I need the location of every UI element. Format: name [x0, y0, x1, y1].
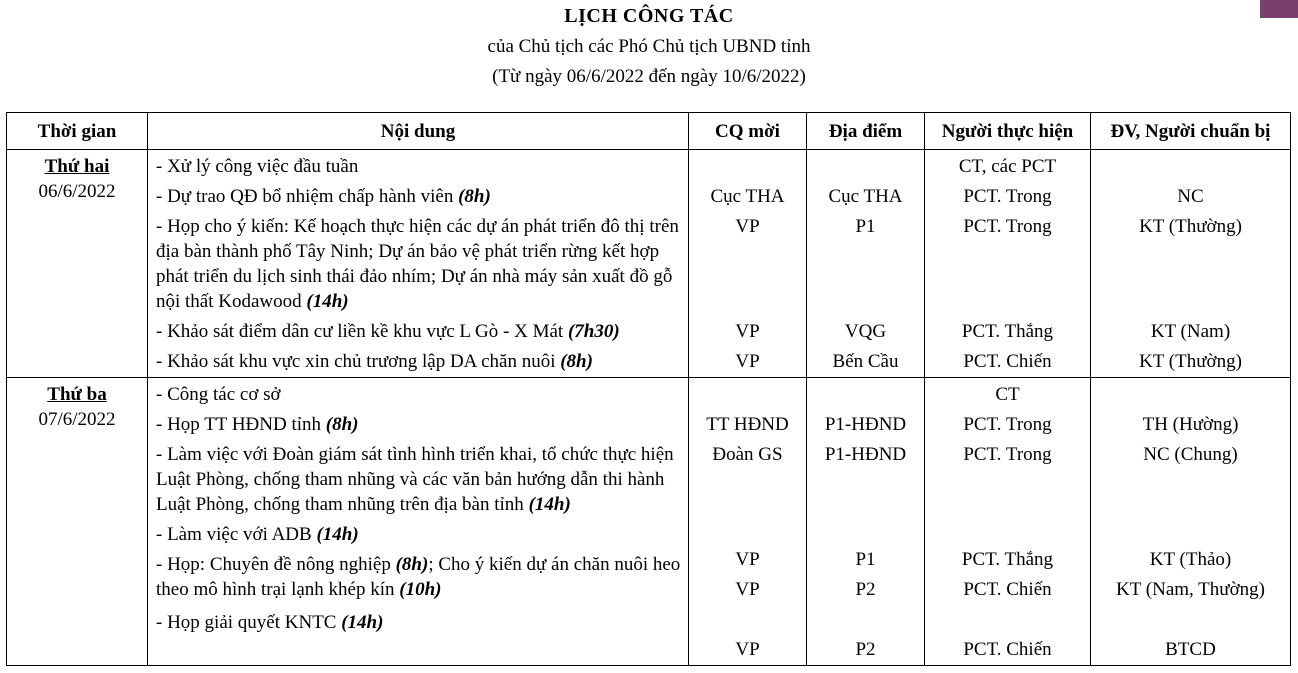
table-row: [7, 378, 1291, 666]
schedule-item: - Xử lý công việc đầu tuần: [156, 156, 359, 177]
schedule-item: - Họp: Chuyên đề nông nghiệp (8h); Cho ý kiến dự án chăn nuôi heo theo mô hình trại lạnh khép kín (10h): [156, 554, 681, 600]
performer-cell: CT PCT. Trong PCT. Trong PCT. Thắng PCT. Chiến PCT. Chiến: [925, 378, 1091, 666]
col-header-inviter: CQ mời: [689, 113, 807, 150]
day-date: 06/6/2022: [38, 181, 116, 202]
preparer-cell: NC KT (Thường) KT (Nam) KT (Thường): [1091, 150, 1291, 378]
inviter-cell: Cục THA VP VP VP: [689, 150, 807, 378]
date-range: (Từ ngày 06/6/2022 đến ngày 10/6/2022): [492, 66, 806, 87]
inviter-cell: TT HĐND Đoàn GS VP VP VP: [689, 378, 807, 666]
schedule-item: - Họp cho ý kiến: Kế hoạch thực hiện các dự án phát triển đô thị trên địa bàn thành phố Tây Ninh; Dự án bảo vệ phát triển rừng kết hợp phát triển du lịch sinh thái đảo nhím; Dự án nhà máy sản xuất đồ gỗ nội thất Kodawood (14h): [156, 216, 679, 312]
day-cell: [7, 150, 148, 378]
table-row: [7, 150, 1291, 378]
schedule-item: - Dự trao QĐ bổ nhiệm chấp hành viên (8h): [156, 186, 491, 207]
day-cell: [7, 378, 148, 666]
schedule-item: - Làm việc với Đoàn giám sát tình hình triển khai, tổ chức thực hiện Luật Phòng, chống tham nhũng và các văn bản hướng dẫn thi hành Luật Phòng, chống tham nhũng trên địa bàn tỉnh (14h): [156, 444, 674, 515]
col-header-performer: Người thực hiện: [925, 113, 1091, 150]
day-date: 07/6/2022: [38, 409, 116, 430]
schedule-item: - Làm việc với ADB (14h): [156, 524, 359, 545]
schedule-item: - Khảo sát điểm dân cư liền kề khu vực L Gò - X Mát (7h30): [156, 321, 620, 342]
location-cell: P1-HĐND P1-HĐND P1 P2 P2: [807, 378, 925, 666]
table-header-row: [7, 113, 1291, 150]
content-cell: [148, 150, 689, 378]
location-cell: Cục THA P1 VQG Bến Cầu: [807, 150, 925, 378]
page-subtitle: của Chủ tịch các Phó Chủ tịch UBND tỉnh: [487, 36, 811, 57]
col-header-time: Thời gian: [7, 113, 148, 150]
col-header-content: Nội dung: [148, 113, 689, 150]
day-name: Thứ hai: [44, 156, 110, 177]
content-cell: [148, 378, 689, 666]
page-title: LỊCH CÔNG TÁC: [564, 5, 734, 27]
schedule-item: - Công tác cơ sở: [156, 384, 281, 405]
performer-cell: CT, các PCT PCT. Trong PCT. Trong PCT. Thắng PCT. Chiến: [925, 150, 1091, 378]
schedule-item: - Họp giải quyết KNTC (14h): [156, 612, 384, 633]
day-name: Thứ ba: [47, 384, 107, 405]
col-header-preparer: ĐV, Người chuẩn bị: [1091, 113, 1291, 150]
col-header-location: Địa điểm: [807, 113, 925, 150]
schedule-item: - Khảo sát khu vực xin chủ trương lập DA chăn nuôi (8h): [156, 351, 593, 372]
schedule-item: - Họp TT HĐND tỉnh (8h): [156, 414, 359, 435]
schedule-table: [6, 112, 1291, 666]
preparer-cell: TH (Hường) NC (Chung) KT (Thảo) KT (Nam, Thường) BTCD: [1091, 378, 1291, 666]
